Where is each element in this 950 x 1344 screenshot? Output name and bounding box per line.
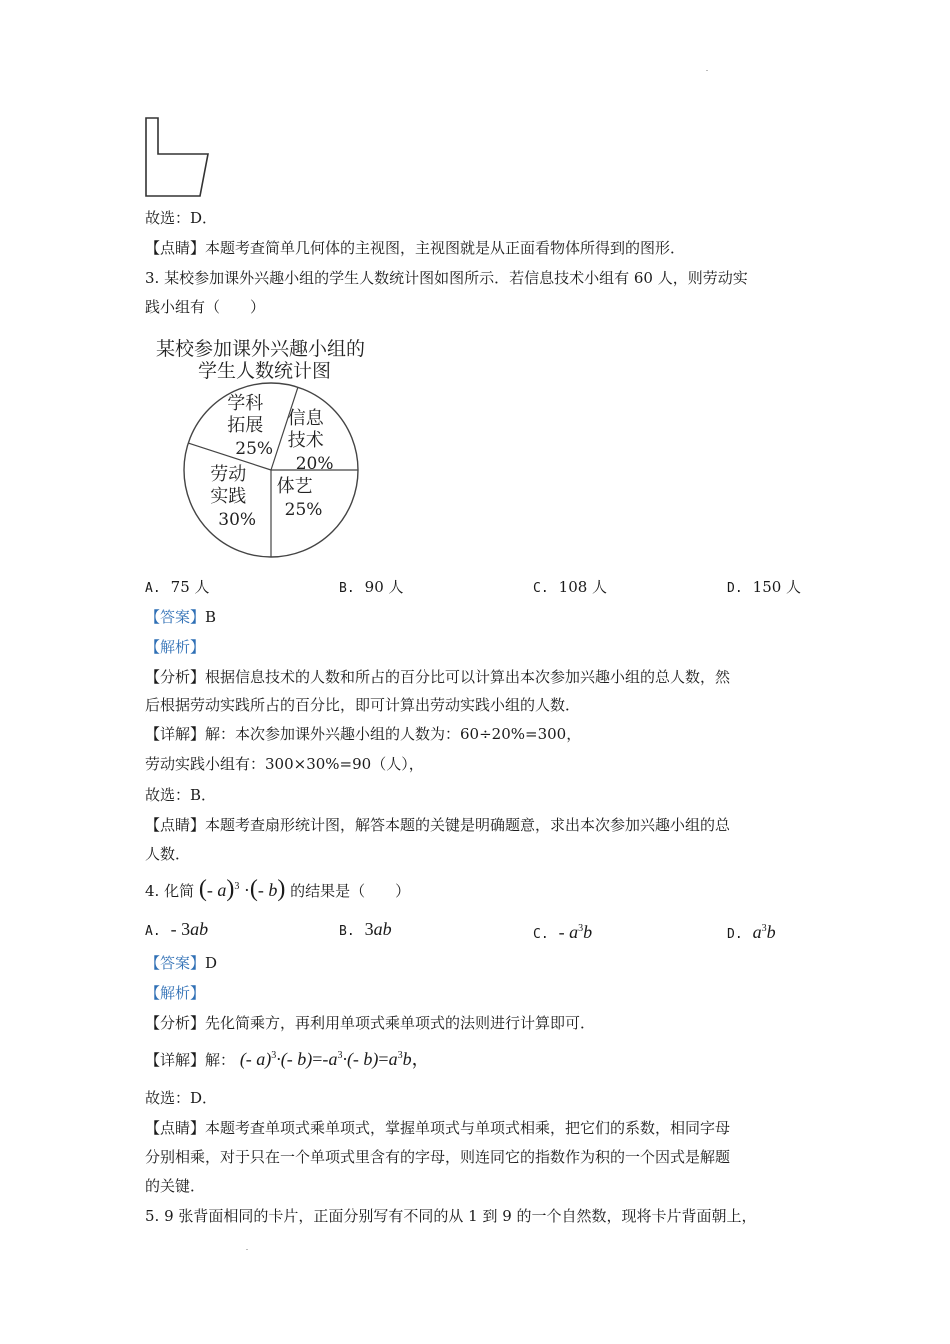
dianjing-tag: 【点睛】 bbox=[145, 816, 206, 834]
q3-dianjing-1 bbox=[145, 815, 730, 835]
choose-d-line: 故选：D． bbox=[145, 209, 218, 227]
var: a bbox=[569, 922, 579, 942]
option-key: B. bbox=[339, 924, 355, 939]
q3-option-c[interactable] bbox=[533, 577, 607, 599]
q4-detail-expression bbox=[240, 1049, 430, 1069]
xiangjie-tag: 【详解】 bbox=[145, 1051, 206, 1069]
xiangjie-prefix: 解： bbox=[205, 1051, 236, 1069]
option-value: 75 人 bbox=[170, 578, 210, 596]
option-key: C. bbox=[533, 927, 549, 942]
chart-title: 某校参加课外兴趣小组的 bbox=[156, 338, 366, 360]
q3-jiexi: 【解析】 bbox=[145, 638, 206, 656]
option-value bbox=[365, 919, 392, 939]
option-value bbox=[559, 922, 593, 942]
q4-answer bbox=[145, 953, 217, 973]
paren: ( bbox=[249, 876, 258, 902]
var: b bbox=[583, 922, 593, 942]
q3-option-b[interactable] bbox=[339, 577, 404, 599]
term: - a bbox=[206, 880, 227, 900]
equals: =- bbox=[312, 1049, 329, 1069]
q4-suffix: 的结果是（ ） bbox=[290, 882, 411, 900]
coef: - bbox=[558, 922, 570, 942]
exponent: 3 bbox=[578, 923, 584, 934]
q4-fenxi bbox=[145, 1013, 595, 1033]
exponent: 3 bbox=[337, 1050, 343, 1061]
paren: ) bbox=[226, 876, 235, 902]
term: - b bbox=[257, 880, 278, 900]
q4-dianjing-3: 的关键． bbox=[145, 1177, 206, 1195]
exponent: 3 bbox=[397, 1050, 403, 1061]
q3-answer bbox=[145, 607, 216, 627]
xiangjie-tag: 【详解】 bbox=[145, 725, 206, 743]
front-view-figure bbox=[144, 116, 214, 198]
pie-svg bbox=[150, 332, 410, 562]
option-value bbox=[171, 919, 209, 939]
coef: - 3 bbox=[170, 919, 191, 939]
var: ab bbox=[190, 919, 209, 939]
pie-slice-label: 劳动 实践 bbox=[210, 464, 247, 508]
chart-subtitle: 学生人数统计图 bbox=[198, 360, 332, 382]
option-value bbox=[753, 922, 776, 942]
fenxi-tag: 【分析】 bbox=[145, 668, 206, 686]
exponent: 3 bbox=[761, 923, 767, 934]
option-value: 108 人 bbox=[558, 578, 608, 596]
dianjing-text: 本题考查扇形统计图，解答本题的关键是明确题意，求出本次参加兴趣小组的总 bbox=[205, 816, 731, 834]
q4-option-b[interactable] bbox=[339, 919, 392, 942]
option-value: 90 人 bbox=[364, 578, 404, 596]
q3-fenxi-2: 后根据劳动实践所占的百分比，即可计算出劳动实践小组的人数． bbox=[145, 696, 581, 714]
pie-slice-percent: 30% bbox=[218, 510, 257, 531]
exponent: 3 bbox=[234, 881, 240, 892]
option-key: B. bbox=[339, 581, 355, 596]
pie-chart bbox=[150, 332, 410, 562]
q3-stem-line-2: 践小组有（ ） bbox=[145, 298, 266, 316]
dianjing-text: 本题考查简单几何体的主视图，主视图就是从正面看物体所得到的图形． bbox=[205, 239, 686, 257]
option-key: A. bbox=[145, 924, 161, 939]
pie-slice-label: 体艺 bbox=[276, 475, 313, 497]
paren: ) bbox=[277, 876, 286, 902]
equals: = bbox=[378, 1049, 389, 1069]
q3-fenxi-1 bbox=[145, 667, 730, 687]
term: a bbox=[388, 1049, 398, 1069]
fenxi-tag: 【分析】 bbox=[145, 1014, 206, 1032]
q4-xiangjie bbox=[145, 1043, 430, 1073]
dot-operator: · bbox=[243, 880, 250, 900]
q5-stem-line-1: 5. 9 张背面相同的卡片，正面分别写有不同的从 1 到 9 的一个自然数，现将卡片背面朝上， bbox=[145, 1207, 757, 1225]
q4-option-d[interactable] bbox=[727, 919, 776, 945]
q3-choose: 故选：B． bbox=[145, 786, 217, 804]
fenxi-text: 先化简乘方，再利用单项式乘单项式的法则进行计算即可． bbox=[205, 1014, 596, 1032]
note-line bbox=[145, 238, 685, 258]
q3-xiangjie-2: 劳动实践小组有：300×30%=90（人）， bbox=[145, 755, 424, 773]
page-dot-top bbox=[706, 70, 708, 71]
var: a bbox=[752, 922, 762, 942]
term: ·(- b) bbox=[276, 1049, 313, 1069]
q4-choose: 故选：D． bbox=[145, 1089, 218, 1107]
q4-stem bbox=[145, 874, 410, 904]
q4-dianjing-2: 分别相乘，对于只在一个单项式里含有的字母，则连同它的指数作为积的一个因式是解题 bbox=[145, 1148, 731, 1166]
answer-value: D bbox=[205, 954, 218, 972]
answer-tag: 【答案】 bbox=[145, 954, 206, 972]
q4-prefix: 4. 化简 bbox=[145, 882, 195, 900]
pie-slice-percent: 20% bbox=[295, 453, 334, 474]
q4-expression bbox=[198, 876, 286, 902]
punct: ， bbox=[411, 1049, 430, 1069]
q3-option-d[interactable] bbox=[727, 577, 801, 599]
pie-slice-label: 信息 技术 bbox=[287, 407, 324, 451]
q4-dianjing-1 bbox=[145, 1118, 730, 1138]
pie-slice-percent: 25% bbox=[235, 439, 274, 460]
option-value: 150 人 bbox=[752, 578, 802, 596]
q3-xiangjie-1 bbox=[145, 724, 581, 744]
term: ·(- b) bbox=[342, 1049, 379, 1069]
var: b bbox=[766, 922, 776, 942]
dianjing-tag: 【点睛】 bbox=[145, 1119, 206, 1137]
dianjing-text: 本题考查单项式乘单项式，掌握单项式与单项式相乘，把它们的系数，相同字母 bbox=[205, 1119, 731, 1137]
paren: ( bbox=[198, 876, 207, 902]
option-key: A. bbox=[145, 581, 161, 596]
q4-option-c[interactable] bbox=[533, 919, 592, 945]
q3-dianjing-2: 人数． bbox=[145, 845, 191, 863]
q4-option-a[interactable] bbox=[145, 919, 208, 942]
q3-option-a[interactable] bbox=[145, 577, 210, 599]
answer-value: B bbox=[205, 608, 217, 626]
page-dot-bottom bbox=[246, 1249, 248, 1250]
term: (- a) bbox=[239, 1049, 272, 1069]
var: ab bbox=[373, 919, 392, 939]
option-key: C. bbox=[533, 581, 549, 596]
exponent: 3 bbox=[271, 1050, 277, 1061]
coef: 3 bbox=[364, 919, 374, 939]
fenxi-text: 根据信息技术的人数和所占的百分比可以计算出本次参加兴趣小组的总人数，然 bbox=[205, 668, 731, 686]
pie-slice-label: 学科 拓展 bbox=[227, 393, 264, 437]
q4-jiexi: 【解析】 bbox=[145, 984, 206, 1002]
option-key: D. bbox=[727, 581, 743, 596]
answer-tag: 【答案】 bbox=[145, 608, 206, 626]
dianjing-tag: 【点睛】 bbox=[145, 239, 206, 257]
q3-stem-line-1: 3. 某校参加课外兴趣小组的学生人数统计图如图所示．若信息技术小组有 60 人，则劳动实 bbox=[145, 269, 748, 287]
term: b bbox=[402, 1049, 412, 1069]
term: a bbox=[328, 1049, 338, 1069]
option-key: D. bbox=[727, 927, 743, 942]
pie-slice-percent: 25% bbox=[284, 499, 323, 520]
xiangjie-text: 解：本次参加课外兴趣小组的人数为：60÷20%=300， bbox=[205, 725, 582, 743]
